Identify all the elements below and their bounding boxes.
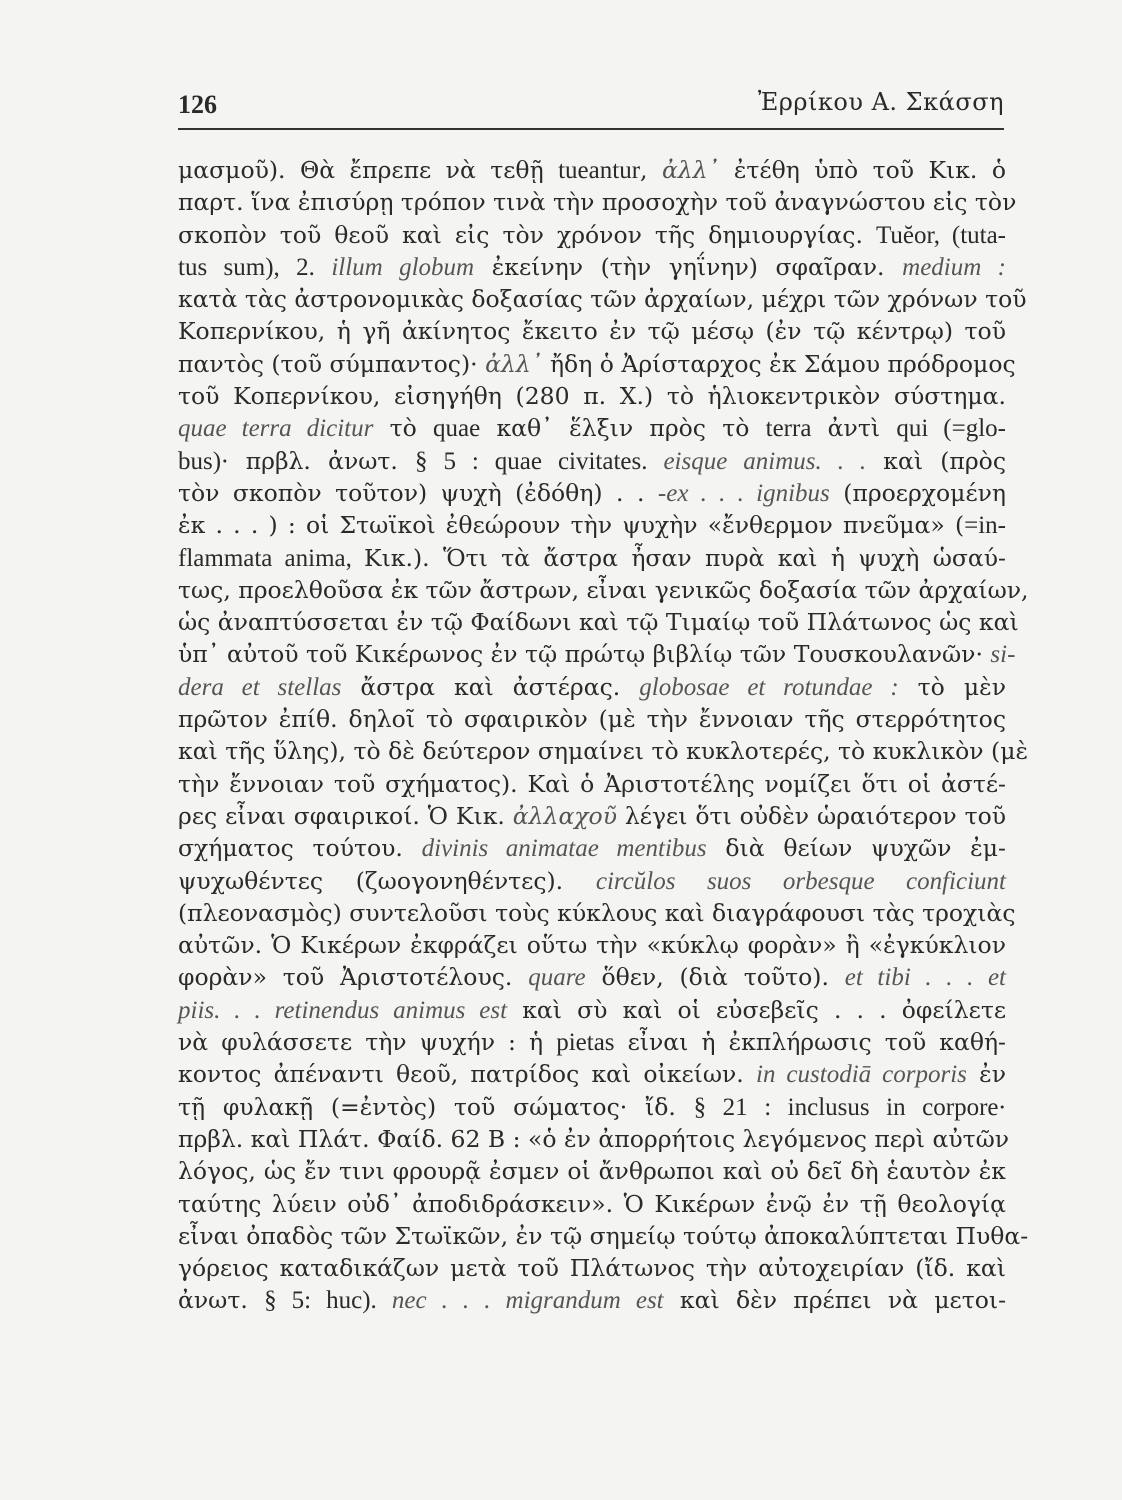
text-line	[178, 994, 1006, 1026]
text-line	[178, 219, 1006, 251]
latin-phrase: globosae et rotundae :	[639, 673, 899, 701]
latin-phrase: dera et stellas	[178, 673, 342, 701]
text-segment: καὶ (πρὸς	[866, 446, 1006, 475]
latin-phrase: nec . . . migrandum est	[391, 1287, 664, 1315]
text-line	[178, 186, 1017, 218]
text-line	[178, 703, 1006, 735]
text-segment: ὡς ἀναπτύσσεται ἐν τῷ Φαίδωνι καὶ τῷ Τιμαίῳ τοῦ Πλάτωνος ὡς καὶ	[178, 608, 1019, 637]
text-line	[178, 1220, 1029, 1252]
text-line	[178, 897, 1016, 929]
text-line	[178, 768, 1006, 800]
text-segment: ἀλλ᾽	[485, 349, 543, 378]
latin-phrase: § 5 : quae civitates.	[415, 447, 664, 475]
text-line	[178, 348, 1016, 380]
text-line	[178, 154, 1006, 186]
latin-phrase: § 21 : inclusus in corpore	[693, 1093, 999, 1121]
latin-phrase: circŭlos suos orbesque conficiunt	[595, 867, 1006, 895]
latin-phrase: -ex . . . ignibus	[657, 479, 830, 507]
latin-phrase: flammata anima,	[178, 544, 365, 572]
latin-phrase: si-	[990, 641, 1016, 669]
latin-phrase: divinis animatae mentibus	[421, 835, 707, 863]
text-line	[178, 961, 1006, 993]
text-segment: κοντος ἀπέναντι θεοῦ, πατρίδος καὶ οἰκείων.	[178, 1060, 756, 1089]
text-segment: καὶ σὺ καὶ οἱ εὐσεβεῖς . . . ὀφείλετε	[507, 995, 1006, 1024]
text-segment: τῇ φυλακῇ (=ἐντὸς) τοῦ σώματος· ἴδ.	[178, 1092, 694, 1121]
text-line	[178, 315, 1006, 347]
running-title: Ἐρρίκου Α. Σκάσση	[757, 88, 1004, 116]
text-line	[178, 1252, 1006, 1284]
text-segment: · πρβλ. ἀνωτ.	[221, 446, 416, 475]
text-segment: παντὸς (τοῦ σύμπαντος)·	[178, 349, 486, 378]
text-line	[178, 671, 1006, 703]
text-segment: καθ᾽ ἕλξιν πρὸς τὸ	[480, 414, 766, 443]
text-line	[178, 412, 1006, 444]
text-line	[178, 509, 1006, 541]
text-segment: τὸ	[373, 414, 434, 443]
text-segment: σχήματος τούτου.	[178, 834, 422, 863]
text-line	[178, 445, 1006, 477]
text-line	[178, 1091, 1006, 1123]
text-segment: (προερχομένη	[829, 478, 1006, 507]
text-segment: ἀντὶ	[811, 414, 897, 443]
text-line	[178, 735, 1029, 767]
text-segment: ἐκ . . . ) : οἱ Στωϊκοὶ ἐθεώρουν τὴν ψυχὴν «ἔνθερμον πνεῦμα» (	[178, 511, 965, 540]
text-line	[178, 1058, 1006, 1090]
text-segment: παρτ. ἵνα ἐπισύρῃ τρόπον τινὰ τὴν προσοχὴν τοῦ ἀναγνώστου εἰς τὸν	[178, 188, 1017, 217]
latin-phrase: piis. . . retinendus animus est	[178, 996, 508, 1024]
commentary-text	[178, 154, 1029, 1317]
text-segment: εἶναι ἡ ἐκπλήρωσις τοῦ καθή-	[614, 1028, 1006, 1057]
text-line	[178, 574, 1029, 606]
text-segment: γόρειος καταδικάζων μετὰ τοῦ Πλάτωνος τὴν αὐτοχειρίαν (ἴδ. καὶ	[178, 1254, 1006, 1283]
text-segment: λόγος, ὡς ἔν τινι φρουρᾷ ἐσμεν οἱ ἄνθρωποι καὶ οὐ δεῖ δὴ ἑαυτὸν ἐκ	[178, 1157, 1006, 1186]
latin-phrase: eisque animus. . .	[663, 447, 867, 475]
latin-phrase: quare	[528, 964, 586, 992]
text-segment: κατὰ τὰς ἀστρονομικὰς δοξασίας τῶν ἀρχαίων, μέχρι τῶν χρόνων τοῦ	[178, 285, 1027, 314]
text-line	[178, 929, 1006, 961]
text-line	[178, 283, 1027, 315]
latin-phrase: illum globum	[331, 253, 475, 281]
text-segment: ὑπ᾽ αὐτοῦ τοῦ Κικέρωνος ἐν τῷ πρώτῳ βιβλίῳ τῶν Τουσκουλανῶν·	[178, 640, 991, 669]
text-segment: ρες εἶναι σφαιρικοί. Ὁ Κικ.	[178, 801, 513, 830]
latin-phrase: medium :	[902, 253, 1006, 281]
text-segment: πρῶτον ἐπίθ. δηλοῖ τὸ σφαιρικὸν (μὲ τὴν ἔννοιαν τῆς στερρότητος	[178, 705, 1006, 734]
text-segment: τὴν ἔννοιαν τοῦ σχήματος). Καὶ ὁ Ἀριστοτέλης νομίζει ὅτι οἱ ἀστέ-	[178, 769, 1006, 798]
text-segment: μασμοῦ). Θὰ ἔπρεπε νὰ τεθῇ	[178, 156, 559, 184]
latin-phrase: terra	[765, 415, 812, 443]
text-segment: ,	[640, 156, 662, 184]
text-line	[178, 1155, 1006, 1187]
text-segment: καὶ τῆς ὕλης), τὸ δὲ δεύτερον σημαίνει τὸ κυκλοτερές, τὸ κυκλικὸν (μὲ	[178, 737, 1029, 766]
text-segment: ἐτέθη ὑπὸ τοῦ Κικ. ὁ	[719, 156, 1006, 184]
latin-phrase: § 5: huc).	[264, 1287, 392, 1315]
text-line	[178, 800, 1006, 832]
text-segment: ψυχωθέντες (ζωογονηθέντες).	[178, 866, 596, 895]
latin-phrase: quae	[433, 415, 481, 443]
text-segment: εἶναι ὀπαδὸς τῶν Στωϊκῶν, ἐν τῷ σημείῳ τούτῳ ἀποκαλύπτεται Πυθα-	[178, 1221, 1029, 1250]
text-line	[178, 865, 1006, 897]
text-line	[178, 542, 1006, 574]
text-segment: ἀλλαχοῦ	[512, 801, 617, 830]
latin-phrase: Tuĕor, (tuta-	[875, 221, 1007, 249]
text-segment: ἄστρα καὶ ἀστέρας.	[341, 672, 640, 701]
latin-phrase: =in-	[964, 512, 1006, 540]
text-segment: λέγει ὅτι οὐδὲν ὡραιότερον τοῦ	[616, 801, 1007, 830]
text-segment: ·	[998, 1092, 1006, 1121]
page-header	[178, 88, 1004, 130]
text-segment: σκοπὸν τοῦ θεοῦ καὶ εἰς τὸν χρόνον τῆς δημιουργίας.	[178, 220, 876, 249]
text-segment: καὶ δὲν πρέπει νὰ μετοι-	[663, 1286, 1007, 1315]
text-segment: ἤδη ὁ Ἀρίσταρχος ἐκ Σάμου πρόδρομος	[542, 349, 1016, 378]
text-line	[178, 638, 1016, 670]
latin-phrase: in custodiā corporis	[756, 1061, 967, 1089]
text-line	[178, 1284, 1006, 1316]
text-segment: διὰ θείων ψυχῶν ἐμ-	[706, 834, 1006, 863]
text-line	[178, 606, 1019, 638]
text-line	[178, 1123, 1010, 1155]
text-segment: Κοπερνίκου, ἡ γῆ ἀκίνητος ἔκειτο ἐν τῷ μέσῳ (ἐν τῷ κέντρῳ) τοῦ	[178, 317, 1006, 346]
text-segment: τως, προελθοῦσα ἐκ τῶν ἄστρων, εἶναι γενικῶς δοξασία τῶν ἀρχαίων,	[178, 575, 1029, 604]
latin-phrase: quae terra dicitur	[178, 415, 374, 443]
text-line	[178, 1188, 1006, 1220]
text-segment: τὸ μὲν	[898, 672, 1007, 701]
text-segment: ἐν	[966, 1060, 1006, 1089]
text-line	[178, 380, 1006, 412]
text-segment: ἀνωτ.	[178, 1286, 265, 1315]
text-line	[178, 832, 1006, 864]
latin-phrase: bus)	[178, 447, 222, 475]
text-segment: ἀλλ᾽	[661, 156, 720, 184]
latin-phrase: et tibi . . . et	[844, 964, 1006, 992]
page-number: 126	[178, 90, 217, 119]
text-segment: ταύτης λύειν οὐδ᾽ ἀποδιδράσκειν». Ὁ Κικέρων ἐνῷ ἐν τῇ θεολογίᾳ	[178, 1189, 1006, 1218]
latin-phrase: qui (=glo-	[896, 415, 1006, 443]
text-segment: ὅθεν, (διὰ τοῦτο).	[585, 963, 845, 992]
latin-phrase: tus sum), 2.	[178, 253, 332, 281]
text-line	[178, 1026, 1006, 1058]
text-segment: Κικ.). Ὅτι τὰ ἄστρα ἦσαν πυρὰ καὶ ἡ ψυχὴ ὡσαύ-	[364, 543, 1006, 572]
text-segment: τὸν σκοπὸν τοῦτον) ψυχὴ (ἐδόθη) . .	[178, 478, 658, 507]
text-line	[178, 477, 1006, 509]
text-segment: (πλεονασμὸς) συντελοῦσι τοὺς κύκλους καὶ διαγράφουσι τὰς τροχιὰς	[178, 898, 1016, 927]
text-segment: αὐτῶν. Ὁ Κικέρων ἐκφράζει οὕτω τὴν «κύκλῳ φορὰν» ἢ «ἐγκύκλιον	[178, 931, 1006, 960]
text-segment: τοῦ Κοπερνίκου, εἰσηγήθη (280 π. Χ.) τὸ ἡλιοκεντρικὸν σύστημα.	[178, 382, 1006, 411]
text-segment: ἐκείνην (τὴν γηΐνην) σφαῖραν.	[474, 252, 903, 281]
text-segment: νὰ φυλάσσετε τὴν ψυχήν : ἡ	[178, 1028, 557, 1057]
latin-phrase: pietas	[556, 1029, 615, 1057]
text-segment: πρβλ. καὶ Πλάτ. Φαίδ. 62 Β : «ὁ ἐν ἀπορρήτοις λεγόμενος περὶ αὐτῶν	[178, 1124, 1010, 1153]
text-line	[178, 251, 1006, 283]
latin-phrase: tueantur	[558, 157, 641, 184]
text-segment: φορὰν» τοῦ Ἀριστοτέλους.	[178, 963, 529, 992]
